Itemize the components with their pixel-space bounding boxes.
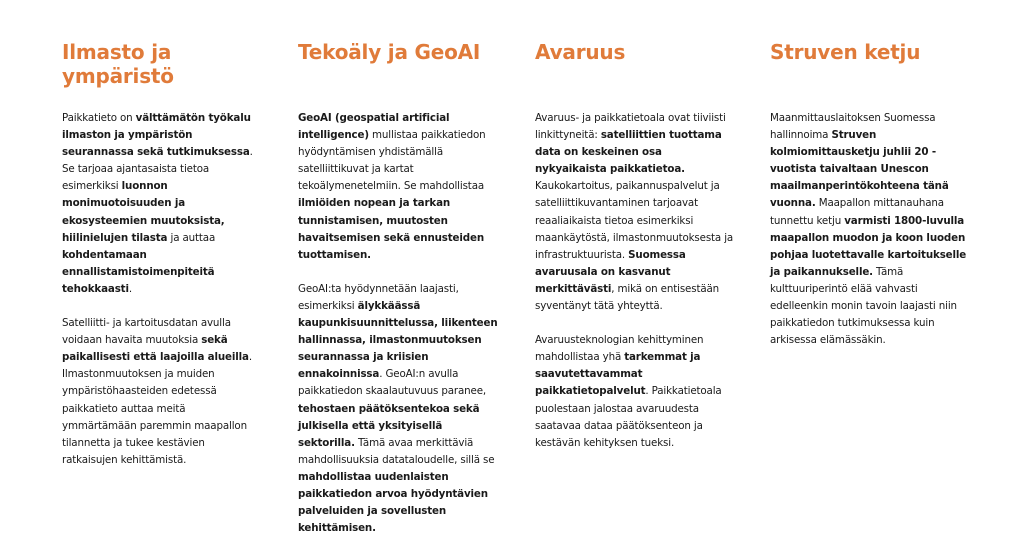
text-segment: . Paikkatietoala puolestaan jalostaa avaruudesta saatavaa dataa päätöksenteon ja kestävän kehityksen tueksi. — [535, 385, 722, 449]
paragraph — [535, 332, 735, 452]
bold-text-segment: luonnon monimuotoisuuden ja ekosysteemien muutoksista, hiilinielujen tilasta — [62, 180, 225, 244]
bold-text-segment: tarkemmat ja saavutettavammat paikkatietopalvelut — [535, 351, 701, 398]
text-segment: Maanmittauslaitoksen Suomessa hallinnoima — [770, 112, 936, 142]
bold-text-segment: varmisti 1800-luvulla maapallon muodon ja koon luoden pohjaa luotettavalle kartoitukselle ja paikannukselle. — [770, 214, 967, 278]
column-body — [770, 110, 970, 349]
paragraph — [298, 281, 498, 537]
column-geoai — [298, 40, 498, 554]
bold-text-segment: satelliittien tuottama data on keskeinen osa nykyaikaista paikkatietoa. — [535, 129, 722, 176]
text-segment: mullistaa paikkatiedon hyödyntämisen yhdistämällä satelliittikuvat ja kartat tekoälymenetelmiin. Se mahdollistaa — [298, 129, 486, 193]
bold-text-segment: GeoAI (geospatial artificial intelligence) — [298, 112, 450, 142]
text-segment: . GeoAI:n avulla paikkatiedon skaalautuvuus paranee, — [298, 368, 487, 398]
text-segment: . — [128, 282, 132, 295]
text-segment: GeoAI:ta hyödynnetään laajasti, esimerkiksi — [298, 282, 459, 312]
column-space — [535, 40, 735, 469]
paragraph — [62, 110, 262, 298]
paragraph — [770, 110, 970, 349]
bold-text-segment: tehostaen päätöksentekoa sekä julkisella että yksityisellä sektorilla. — [298, 402, 480, 449]
bold-text-segment: mahdollistaa uudenlaisten paikkatiedon arvoa hyödyntävien palveluiden ja sovellusten kehittämisen. — [298, 470, 488, 535]
bold-text-segment: ilmiöiden nopean ja tarkan tunnistamisen, muutosten havaitsemisen sekä ennusteiden tuottamisen. — [298, 197, 485, 261]
column-struve — [770, 40, 970, 366]
paragraph — [535, 110, 735, 315]
column-climate — [62, 40, 262, 486]
bold-text-segment: Struven kolmiomittausketju juhlii 20 -vuotista taivaltaan Unescon maailmanperintökohteena tänä vuonna. — [770, 129, 949, 210]
text-segment: Avaruus- ja paikkatietoala ovat tiiviisti linkittyneitä: — [535, 112, 726, 142]
column-body — [62, 110, 262, 469]
text-segment: Tämä kulttuuriperintö elää vahvasti edelleenkin monin tavoin laajasti niin paikkatiedon tutkimuksessa kuin arkisessa elämässäkin. — [770, 265, 957, 347]
text-segment: Satelliitti- ja kartoitusdatan avulla voidaan havaita muutoksia — [62, 317, 231, 347]
text-segment: Tämä avaa merkittäviä mahdollisuuksia datataloudelle, sillä se — [298, 436, 495, 466]
bold-text-segment: Suomessa avaruusala on kasvanut merkittävästi — [535, 248, 686, 295]
text-segment: Maapallon mittanauhana tunnettu ketju — [770, 197, 944, 227]
paragraph — [298, 110, 498, 264]
text-segment: Avaruusteknologian kehittyminen mahdollistaa yhä — [535, 334, 704, 364]
column-body — [535, 110, 735, 452]
text-segment: Paikkatieto on — [62, 112, 136, 124]
text-segment: ja auttaa — [167, 231, 216, 244]
text-segment: , mikä on entisestään syventänyt tätä yhteyttä. — [535, 282, 720, 313]
text-segment: Kaukokartoitus, paikannuspalvelut ja satelliittikuvantaminen tarjoavat reaaliaikaista tietoa esimerkiksi maankäytöstä, ilmastonmuutoksesta ja infrastruktuurista. — [535, 180, 734, 261]
column-title: Avaruus — [535, 40, 626, 64]
text-segment: . Se tarjoaa ajantasaista tietoa esimerkiksi — [62, 146, 253, 193]
bold-text-segment: kohdentamaan ennallistamistoimenpiteitä tehokkaasti — [62, 248, 215, 295]
column-body — [298, 110, 498, 537]
bold-text-segment: älykkäässä kaupunkisuunnittelussa, liikenteen hallinnassa, ilmastonmuutoksen seurannassa ja kriisien ennakoinnissa — [298, 299, 498, 381]
column-title: Struven ketju — [770, 40, 921, 64]
column-title: Ilmasto ja ympäristö — [62, 40, 174, 88]
bold-text-segment: sekä paikallisesti että laajoilla alueilla — [62, 334, 249, 364]
text-segment: . Ilmastonmuutoksen ja muiden ympäristöhaasteiden edetessä paikkatieto auttaa meitä ymmärtämään paremmin maapallon tilannetta ja tukee kestävien ratkaisujen kehittämistä. — [62, 351, 252, 466]
bold-text-segment: välttämätön työkalu ilmaston ja ympäristön seurannassa sekä tutkimuksessa — [62, 112, 251, 159]
column-title: Tekoäly ja GeoAI — [298, 40, 481, 64]
paragraph — [62, 315, 262, 469]
